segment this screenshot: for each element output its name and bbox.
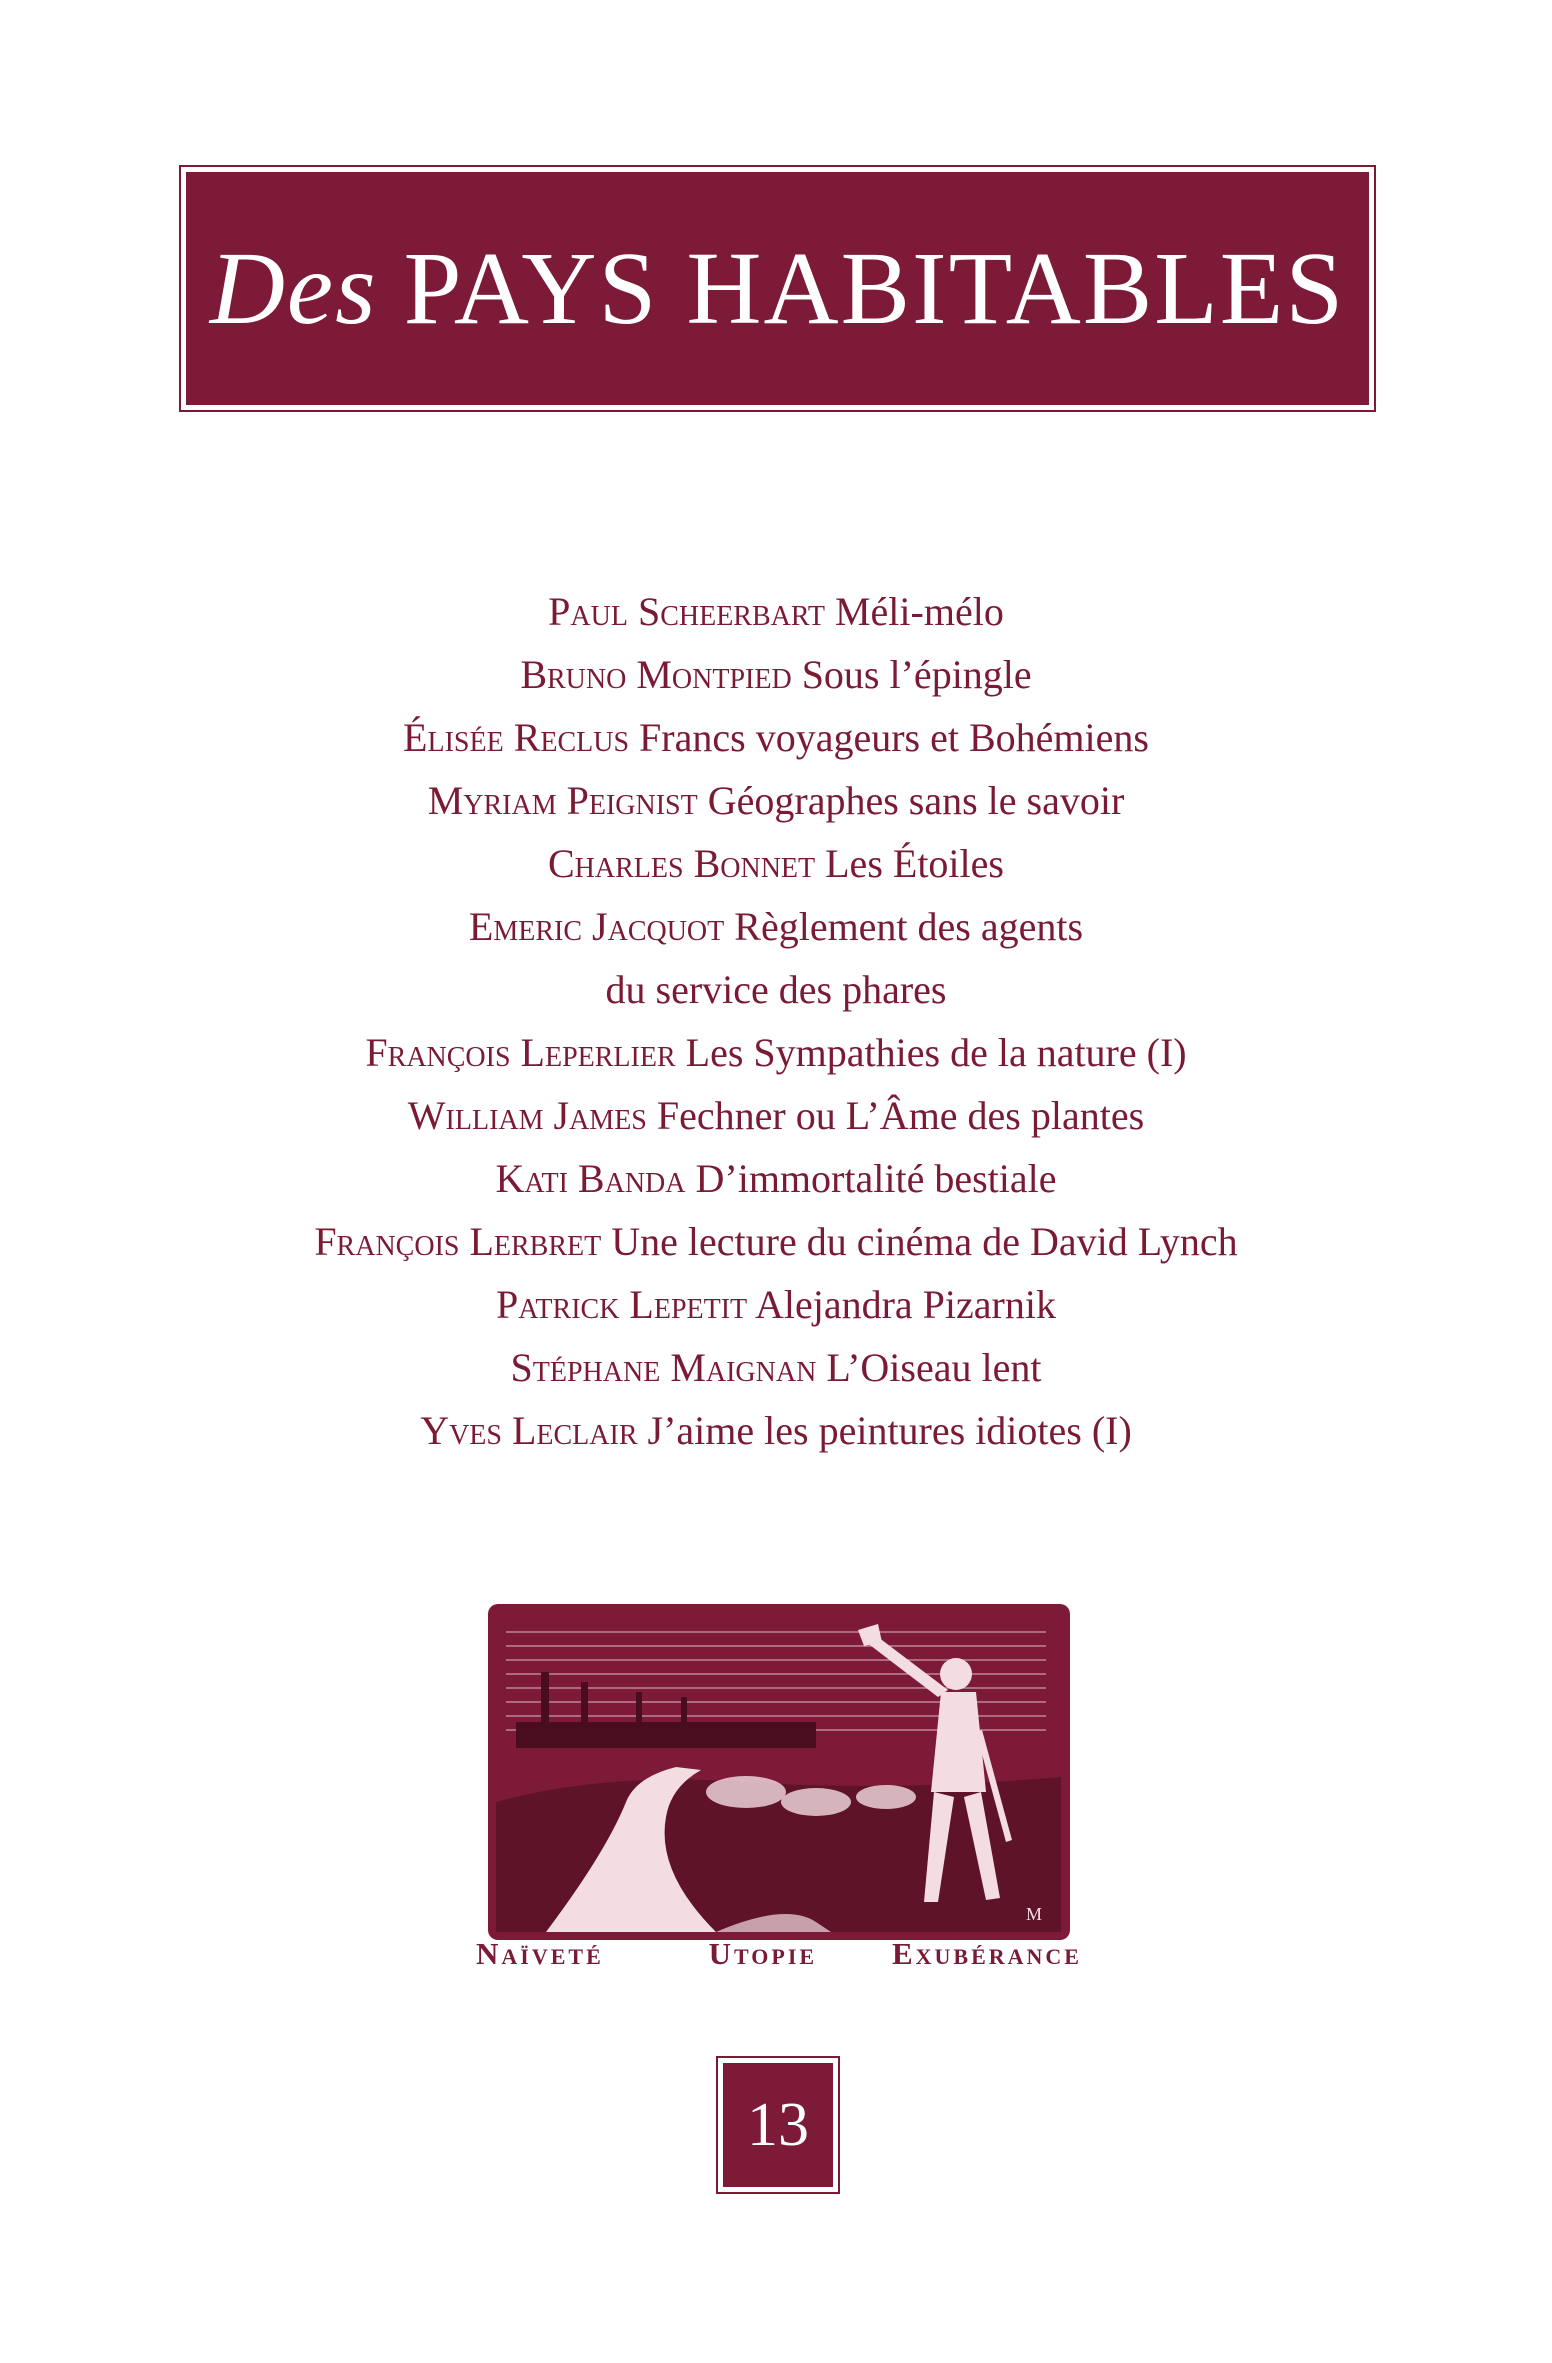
toc-author: Kati Banda <box>495 1156 686 1201</box>
toc-author: Patrick Lepetit <box>496 1282 748 1327</box>
toc-entry <box>150 1336 1402 1399</box>
toc-work: Géographes sans le savoir <box>707 778 1125 823</box>
toc-entry <box>150 1273 1402 1336</box>
toc-entry <box>150 580 1402 643</box>
toc-work: Les Étoiles <box>825 841 1004 886</box>
toc-work: Une lecture du cinéma de David Lynch <box>611 1219 1238 1264</box>
toc-author: Yves Leclair <box>420 1408 638 1453</box>
toc-author: Emeric Jacquot <box>468 904 725 949</box>
toc-entry <box>150 1021 1402 1084</box>
toc-entry <box>150 832 1402 895</box>
toc-work: D’immortalité bestiale <box>695 1156 1057 1201</box>
toc-work: Règlement des agents <box>734 904 1084 949</box>
toc-author: Élisée Reclus <box>403 715 630 760</box>
woodcut-illustration <box>486 1602 1072 1942</box>
title-box <box>179 165 1376 412</box>
toc-entry <box>150 1210 1402 1273</box>
toc-author: Myriam Peignist <box>427 778 698 823</box>
toc-work: Les Sympathies de la nature (I) <box>685 1030 1187 1075</box>
toc-entry <box>150 895 1402 958</box>
motto-word: Utopie <box>708 1936 818 1971</box>
toc-work: Méli-mélo <box>834 589 1004 634</box>
motto-word: Exubérance <box>891 1936 1082 1971</box>
toc-author: Stéphane Maignan <box>510 1345 817 1390</box>
toc-author: Bruno Montpied <box>520 652 792 697</box>
motto <box>476 1936 1082 1972</box>
toc-entry <box>150 1399 1402 1462</box>
toc-author: William James <box>407 1093 647 1138</box>
toc-entry <box>150 769 1402 832</box>
toc-entry-continuation <box>150 958 1402 1021</box>
motto-word: Naïveté <box>476 1936 604 1971</box>
title-prefix: Des <box>209 231 378 346</box>
toc-entry <box>150 706 1402 769</box>
toc-work: Fechner ou L’Âme des plantes <box>656 1093 1145 1138</box>
title-main: PAYS HABITABLES <box>403 231 1346 346</box>
toc-work: L’Oiseau lent <box>826 1345 1042 1390</box>
issue-number: 13 <box>723 2063 833 2187</box>
toc-work: du service des phares <box>605 967 947 1012</box>
issue-number-box <box>716 2056 840 2194</box>
toc-work: J’aime les peintures idiotes (I) <box>647 1408 1132 1453</box>
toc-entry <box>150 643 1402 706</box>
toc-author: Paul Scheerbart <box>548 589 825 634</box>
journal-title <box>186 172 1369 405</box>
toc-author: François Lerbret <box>314 1219 602 1264</box>
toc-work: Francs voyageurs et Bohémiens <box>639 715 1149 760</box>
toc-author: François Leperlier <box>365 1030 676 1075</box>
toc-work: Alejandra Pizarnik <box>754 1282 1056 1327</box>
table-of-contents <box>150 580 1402 1462</box>
monogram: M <box>1026 1904 1043 1924</box>
toc-entry <box>150 1084 1402 1147</box>
toc-author: Charles Bonnet <box>548 841 816 886</box>
toc-work: Sous l’épingle <box>801 652 1032 697</box>
toc-entry <box>150 1147 1402 1210</box>
